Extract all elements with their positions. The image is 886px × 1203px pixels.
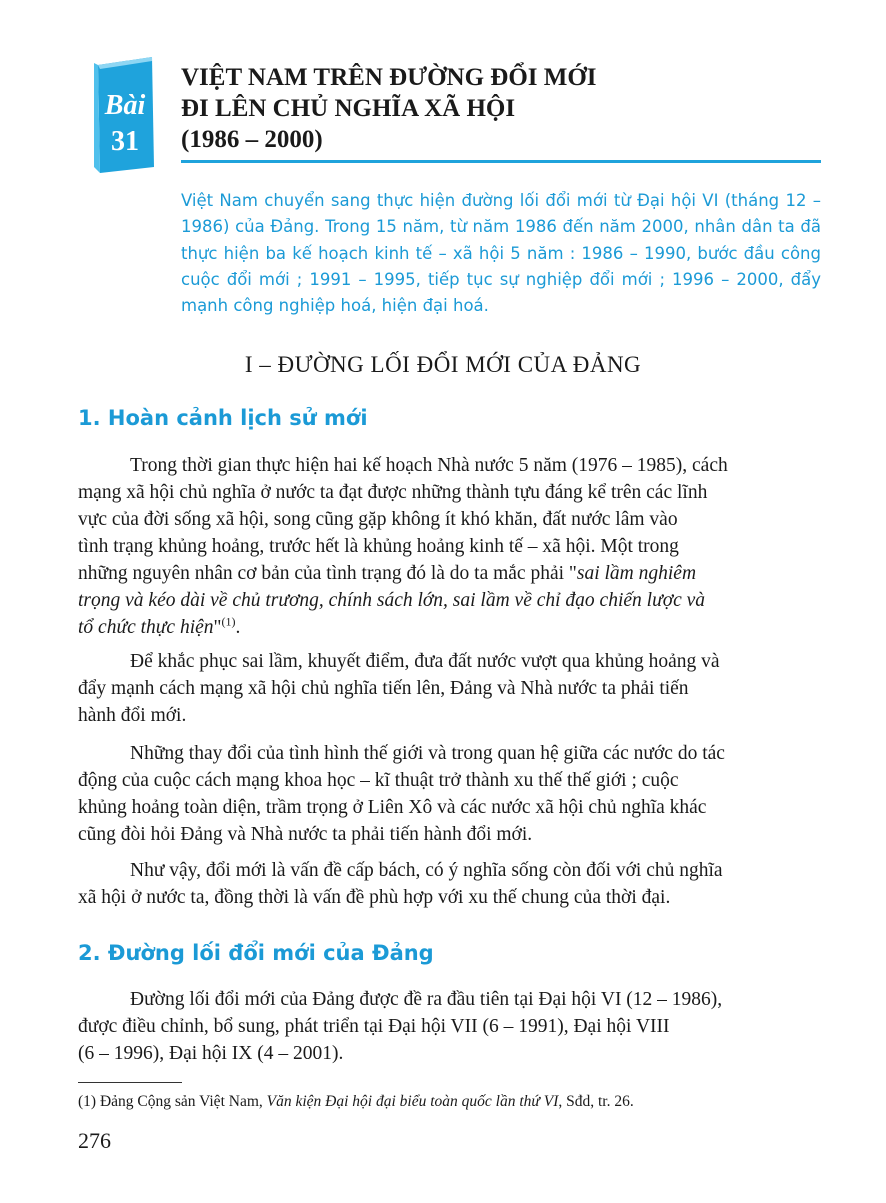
text-line: (6 – 1996), Đại hội IX (4 – 2001). bbox=[78, 1043, 344, 1064]
subsection-heading-2: 2. Đường lối đổi mới của Đảng bbox=[78, 941, 434, 965]
text-run: những nguyên nhân cơ bản của tình trạng đó là do ta mắc phải " bbox=[78, 563, 577, 584]
paragraph-context-3 bbox=[78, 740, 816, 848]
section-heading: I – ĐƯỜNG LỐI ĐỔI MỚI CỦA ĐẢNG bbox=[244, 352, 642, 377]
footnote-marker: (1) bbox=[221, 614, 236, 629]
text-line: vực của đời sống xã hội, song cũng gặp không ít khó khăn, đất nước lâm vào bbox=[78, 509, 678, 530]
text-line bbox=[78, 560, 816, 587]
badge-number: 31 bbox=[111, 126, 139, 157]
text-line: Để khắc phục sai lầm, khuyết điểm, đưa đất nước vượt qua khủng hoảng và bbox=[130, 651, 720, 672]
paragraph-policy-1 bbox=[78, 986, 816, 1067]
quote-italic: tổ chức thực hiện bbox=[78, 617, 214, 638]
footnote-italic: Văn kiện Đại hội đại biểu toàn quốc lần thứ VI bbox=[266, 1093, 559, 1110]
quote-italic: trọng và kéo dài về chủ trương, chính sách lớn, sai lầm về chỉ đạo chiến lược và bbox=[78, 590, 706, 611]
text-line: mạng xã hội chủ nghĩa ở nước ta đạt được những thành tựu đáng kể trên các lĩnh bbox=[78, 482, 708, 503]
text-line: khủng hoảng toàn diện, trầm trọng ở Liên Xô và các nước xã hội chủ nghĩa khác bbox=[78, 797, 707, 818]
footnote-divider bbox=[78, 1082, 182, 1083]
text-run: . bbox=[235, 617, 241, 638]
text-line: đẩy mạnh cách mạng xã hội chủ nghĩa tiến lên, Đảng và Nhà nước ta phải tiến bbox=[78, 678, 689, 699]
text-line bbox=[78, 587, 816, 614]
text-line: hành đổi mới. bbox=[78, 705, 187, 726]
text-line: tình trạng khủng hoảng, trước hết là khủng hoảng kinh tế – xã hội. Một trong bbox=[78, 536, 679, 557]
intro-paragraph: Việt Nam chuyển sang thực hiện đường lối đổi mới từ Đại hội VI (tháng 12 – 1986) của Đảng. Trong 15 năm, từ năm 1986 đến năm 2000, nhân dân ta đã thực hiện ba kế hoạch kinh tế – xã hội 5 năm : 1986 – 1990, bước đầu công cuộc đổi mới ; 1991 – 1995, tiếp tục sự nghiệp đổi mới ; 1996 – 2000, đẩy mạnh công nghiệp hoá, hiện đại hoá. bbox=[181, 191, 821, 316]
quote-italic: sai lầm nghiêm bbox=[576, 563, 697, 584]
text-line: cũng đòi hỏi Đảng và Nhà nước ta phải tiến hành đổi mới. bbox=[78, 824, 533, 845]
text-run: " bbox=[213, 617, 222, 638]
text-line: động của cuộc cách mạng khoa học – kĩ thuật trở thành xu thế thế giới ; cuộc bbox=[78, 770, 679, 791]
footnote-text: , Sđd, tr. 26. bbox=[558, 1093, 634, 1110]
text-line: Trong thời gian thực hiện hai kế hoạch Nhà nước 5 năm (1976 – 1985), cách bbox=[130, 455, 728, 476]
text-line: xã hội ở nước ta, đồng thời là vấn đề phù hợp với xu thế chung của thời đại. bbox=[78, 887, 671, 908]
paragraph-context-2 bbox=[78, 648, 816, 729]
lesson-title-line: ĐI LÊN CHỦ NGHĨA XÃ HỘI bbox=[181, 95, 516, 122]
paragraph-context-1 bbox=[78, 452, 816, 641]
lesson-title-line: (1986 – 2000) bbox=[181, 126, 323, 153]
lesson-badge bbox=[92, 55, 158, 173]
text-line: được điều chỉnh, bổ sung, phát triển tại Đại hội VII (6 – 1991), Đại hội VIII bbox=[78, 1016, 670, 1037]
text-line: Như vậy, đổi mới là vấn đề cấp bách, có ý nghĩa sống còn đối với chủ nghĩa bbox=[130, 860, 723, 881]
footnote-text: (1) Đảng Cộng sản Việt Nam, bbox=[78, 1093, 267, 1110]
subsection-heading-1: 1. Hoàn cảnh lịch sử mới bbox=[78, 406, 368, 430]
title-underline bbox=[181, 160, 821, 163]
lesson-title-line: VIỆT NAM TRÊN ĐƯỜNG ĐỔI MỚI bbox=[181, 64, 597, 91]
page-number: 276 bbox=[78, 1128, 111, 1153]
badge-word: Bài bbox=[104, 90, 146, 121]
paragraph-context-4 bbox=[78, 857, 816, 911]
footnote bbox=[78, 1093, 634, 1111]
text-line: Đường lối đổi mới của Đảng được đề ra đầu tiên tại Đại hội VI (12 – 1986), bbox=[130, 989, 723, 1010]
text-line bbox=[78, 614, 816, 641]
lesson-title bbox=[181, 62, 821, 155]
text-line: Những thay đổi của tình hình thế giới và trong quan hệ giữa các nước do tác bbox=[130, 743, 725, 764]
